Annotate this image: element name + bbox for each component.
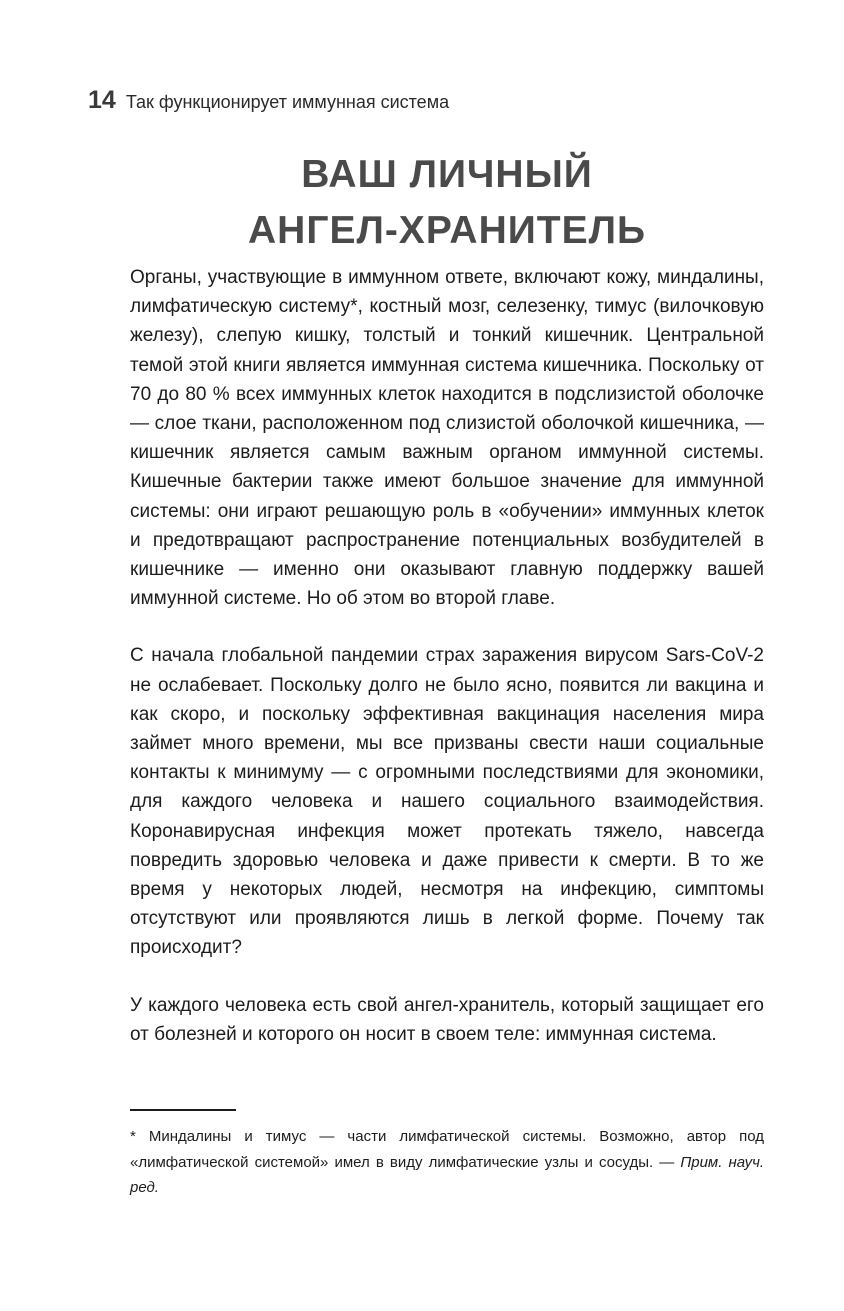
footnote-text: * Миндалины и тимус — части лимфатической системы. Возможно, автор под «лимфатической системой» имел в виду лимфатические узлы и сосуды. — [130, 1128, 764, 1171]
running-title: Так функционирует иммунная система [125, 92, 450, 112]
body-text [130, 263, 764, 1049]
footnote-editor-note: Прим. науч. ред. [130, 1153, 764, 1196]
page-number: 14 [88, 86, 116, 114]
paragraph-3: У каждого человека есть свой ангел-хранитель, который защищает его от болезней и которого он носит в своем теле: иммунная система. [130, 994, 764, 1045]
paragraph-2: С начала глобальной пандемии страх заражения вирусом Sars-CoV-2 не ослабевает. Поскольку долго не было ясно, появится ли вакцина и как скоро, и поскольку эффективная вакцинация населения мира займет много времени, мы все призваны свести наши социальные контакты к минимуму — с огромными последствиями для экономики, для каждого человека и нашего социального взаимодействия. Коронавирусная инфекция может протекать тяжело, навсегда повредить здоровью человека и даже привести к смерти. В то же время у некоторых людей, несмотря на инфекцию, симптомы отсутствуют или проявляются лишь в легкой форме. Почему так происходит? [130, 645, 764, 959]
footnote [130, 1124, 764, 1201]
chapter-title-line-1: ВАШ ЛИЧНЫЙ [301, 153, 593, 196]
chapter-title-line-2: АНГЕЛ-ХРАНИТЕЛЬ [248, 209, 646, 252]
running-head [88, 86, 449, 115]
chapter-title [130, 147, 764, 259]
footnote-divider [130, 1109, 236, 1111]
paragraph-1: Органы, участвующие в иммунном ответе, включают кожу, миндалины, лимфатическую систему*, костный мозг, селезенку, тимус (вилочковую железу), слепую кишку, толстый и тонкий кишечник. Центральной темой этой книги является иммунная система кишечника. Поскольку от 70 до 80 % всех иммунных клеток находится в подслизистой оболочке — слое ткани, расположенном под слизистой оболочкой кишечника, — кишечник является самым важным органом иммунной системы. Кишечные бактерии также имеют большое значение для иммунной системы: они играют решающую роль в «обучении» иммунных клеток и предотвращают распространение потенциальных возбудителей в кишечнике — именно они оказывают главную поддержку вашей иммунной системе. Но об этом во второй главе. [130, 267, 764, 610]
